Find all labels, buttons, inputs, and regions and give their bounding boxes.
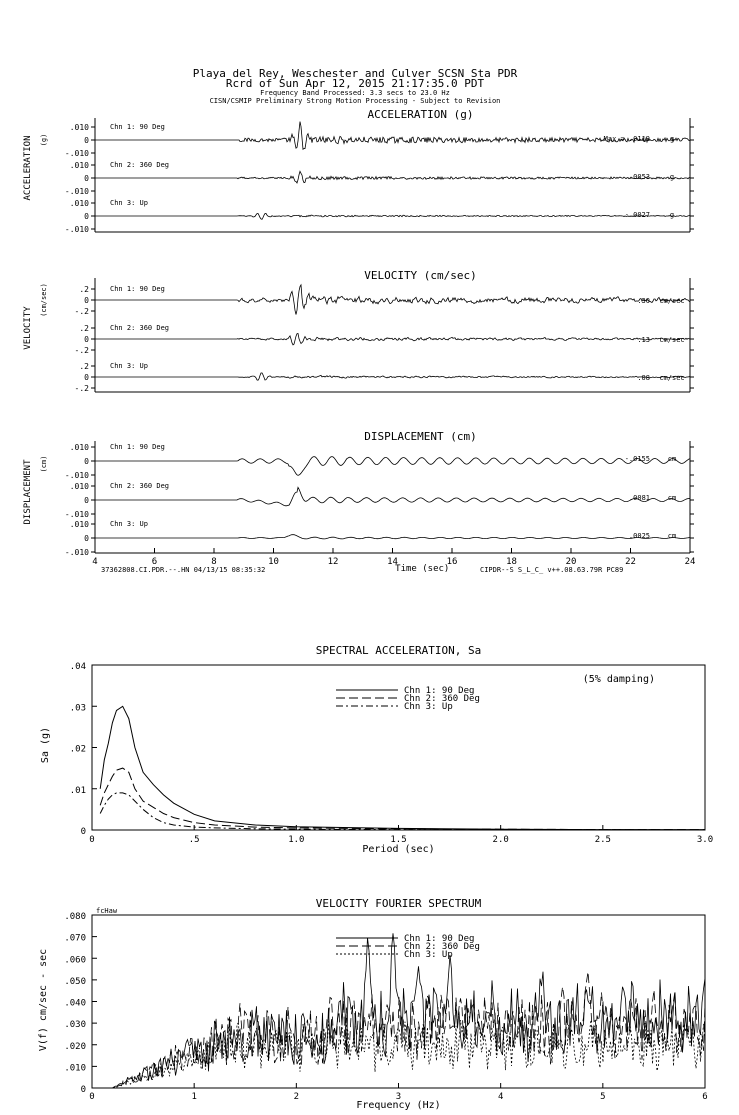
x-tick-label: 6 [151, 557, 158, 567]
y-tick-label: .060 [64, 955, 86, 966]
x-tick-label: 24 [684, 557, 696, 567]
x-tick-label: 4 [497, 1092, 504, 1102]
x-tick-label: 6 [702, 1092, 708, 1102]
y-tick-label: .010 [69, 520, 89, 529]
y-tick-label: .010 [69, 443, 89, 452]
y-tick-label: 0 [84, 212, 89, 221]
footer-right: CIPDR--S S_L_C_ v++.08.63.79R PC89 [480, 566, 624, 574]
y-tick-label: 0 [84, 296, 89, 305]
peak-value-label: .30 [637, 297, 650, 305]
y-tick-label: -.2 [74, 384, 89, 393]
x-tick-label: 16 [446, 557, 458, 567]
acceleration-panel [23, 108, 694, 234]
y-axis-label: ACCELERATION [23, 135, 33, 201]
y-tick-label: -.2 [74, 307, 89, 316]
channel-label: Chn 3: Up [110, 362, 148, 370]
channel-label: Chn 1: 90 Deg [110, 123, 165, 131]
y-tick-label: 0 [84, 496, 89, 505]
series-line [100, 706, 705, 829]
y-tick-label: -.2 [74, 346, 89, 355]
y-tick-label: -.010 [64, 548, 89, 557]
x-tick-label: 18 [506, 557, 517, 567]
chart-title: VELOCITY (cm/sec) [364, 269, 477, 282]
chart-title: DISPLACEMENT (cm) [364, 430, 477, 443]
y-tick-label: .040 [64, 998, 86, 1009]
y-tick-label: .010 [69, 123, 89, 132]
y-tick-label: .2 [79, 362, 89, 371]
corner-label: fcHaw [96, 907, 118, 915]
y-axis-unit: (g) [40, 133, 48, 147]
legend-label: Chn 1: 90 Deg [404, 686, 475, 696]
header-line4: CISN/CSMIP Preliminary Strong Motion Processing - Subject to Revision [209, 97, 501, 105]
y-tick-label: -.010 [64, 225, 89, 234]
y-tick-label: .070 [64, 933, 86, 944]
peak-value-label: .13 [637, 336, 650, 344]
y-axis-label: V(f) cm/sec - sec [38, 948, 49, 1052]
header-line1: Playa del Rey, Weschester and Culver SCSN Sta PDR [192, 67, 518, 80]
legend-label: Chn 2: 360 Deg [404, 942, 480, 952]
x-tick-label: 3 [395, 1092, 402, 1102]
y-tick-label: -.010 [64, 510, 89, 519]
y-axis-label: VELOCITY [23, 306, 33, 350]
channel-label: Chn 3: Up [110, 199, 148, 207]
peak-value-label: -.0027 [624, 211, 650, 219]
y-tick-label: 0 [80, 1085, 86, 1095]
trace-line [95, 373, 690, 380]
damping-annotation: (5% damping) [582, 674, 655, 685]
y-tick-label: .050 [64, 976, 86, 987]
y-tick-label: -.010 [64, 149, 89, 158]
y-tick-label: .03 [69, 703, 86, 714]
unit-label: g [669, 173, 675, 181]
channel-label: Chn 2: 360 Deg [110, 482, 170, 490]
peak-value-label: .0053 [628, 173, 650, 181]
x-axis-label: Period (sec) [362, 844, 435, 855]
x-tick-label: 2.5 [594, 835, 611, 845]
y-tick-label: .030 [64, 1020, 86, 1031]
x-tick-label: 1 [191, 1092, 197, 1102]
channel-label: Chn 1: 90 Deg [110, 285, 165, 293]
chart-title: SPECTRAL ACCELERATION, Sa [315, 644, 482, 657]
y-axis-label: DISPLACEMENT [23, 459, 33, 525]
header-line3: Frequency Band Processed: 3.3 secs to 23.0 Hz [260, 89, 450, 97]
x-tick-label: 2.0 [492, 835, 509, 845]
x-tick-label: 5 [600, 1092, 606, 1102]
y-tick-label: .080 [64, 912, 86, 922]
series-line [100, 793, 705, 830]
displacement-panel [23, 430, 695, 574]
y-tick-label: .010 [69, 199, 89, 208]
peak-value-label: .08 [637, 374, 650, 382]
legend-label: Chn 3: Up [404, 950, 453, 960]
y-tick-label: .04 [69, 662, 86, 672]
y-axis-label: Sa (g) [40, 726, 51, 764]
peak-value-label: Max = .0119 [603, 135, 650, 143]
trace-line [95, 487, 690, 505]
trace-line [95, 457, 690, 476]
y-tick-label: .010 [69, 482, 89, 491]
x-axis-label: Frequency (Hz) [356, 1100, 441, 1111]
y-tick-label: 0 [80, 827, 86, 837]
trace-line [95, 213, 690, 219]
trace-line [95, 171, 690, 183]
unit-label: cm/sec [659, 336, 685, 344]
x-tick-label: 1.5 [390, 835, 407, 845]
x-tick-label: 3.0 [696, 835, 714, 845]
trace-line [95, 334, 690, 345]
unit-label: cm [667, 532, 677, 540]
footer-left: 37362808.CI.PDR.--.HN 04/13/15 08:35:32 [101, 566, 266, 574]
x-tick-label: 2 [293, 1092, 300, 1102]
x-tick-label: 10 [268, 557, 279, 567]
chart-title: ACCELERATION (g) [367, 108, 474, 121]
series-line [100, 768, 705, 830]
velocity-panel [23, 269, 694, 393]
y-tick-label: -.010 [64, 187, 89, 196]
peak-value-label: .0081 [628, 494, 650, 502]
x-tick-label: 1.0 [288, 835, 305, 845]
header-line2: Rcrd of Sun Apr 12, 2015 21:17:35.0 PDT [225, 77, 485, 90]
y-axis-unit: (cm) [40, 455, 48, 473]
x-tick-label: .5 [188, 835, 200, 845]
channel-label: Chn 3: Up [110, 520, 148, 528]
trace-line [95, 535, 690, 539]
page-header [193, 67, 518, 105]
y-tick-label: 0 [84, 534, 89, 543]
y-tick-label: .020 [64, 1041, 86, 1052]
x-tick-label: 0 [89, 835, 95, 845]
y-tick-label: .2 [79, 285, 89, 294]
unit-label: g [669, 135, 675, 143]
y-tick-label: -.010 [64, 471, 89, 480]
y-tick-label: 0 [84, 174, 89, 183]
unit-label: cm/sec [659, 374, 685, 382]
x-tick-label: 20 [565, 557, 577, 567]
x-tick-label: 14 [387, 557, 398, 567]
unit-label: g [669, 211, 675, 219]
chart-title: VELOCITY FOURIER SPECTRUM [315, 897, 482, 910]
y-tick-label: 0 [84, 136, 89, 145]
y-tick-label: .01 [69, 785, 86, 796]
trace-line [95, 122, 690, 150]
unit-label: cm/sec [659, 297, 685, 305]
x-tick-label: 12 [327, 557, 339, 567]
y-tick-label: 0 [84, 457, 89, 466]
channel-label: Chn 2: 360 Deg [110, 324, 170, 332]
y-tick-label: .02 [69, 744, 86, 755]
peak-value-label: .0025 [628, 532, 650, 540]
trace-line [95, 285, 690, 315]
x-tick-label: 22 [625, 557, 636, 567]
y-axis-unit: (cm/sec) [40, 283, 48, 317]
unit-label: cm [667, 455, 677, 463]
x-axis-label: Time (sec) [395, 564, 450, 574]
y-tick-label: 0 [84, 373, 89, 382]
channel-label: Chn 1: 90 Deg [110, 443, 165, 451]
y-tick-label: .2 [79, 324, 89, 333]
channel-label: Chn 2: 360 Deg [110, 161, 170, 169]
peak-value-label: -.0155 [624, 455, 650, 463]
spectral-acceleration-chart [40, 644, 713, 855]
fourier-spectrum-chart [38, 897, 708, 1111]
y-tick-label: 0 [84, 335, 89, 344]
plot-frame [92, 665, 705, 830]
x-tick-label: 4 [92, 557, 98, 567]
page-footer [101, 566, 623, 574]
unit-label: cm [667, 494, 677, 502]
legend-label: Chn 3: Up [404, 702, 453, 712]
legend-label: Chn 1: 90 Deg [404, 934, 475, 944]
x-tick-label: 0 [89, 1092, 95, 1102]
legend-label: Chn 2: 360 Deg [404, 694, 480, 704]
y-tick-label: .010 [64, 1063, 86, 1074]
y-tick-label: .010 [69, 161, 89, 170]
x-tick-label: 8 [211, 557, 217, 567]
